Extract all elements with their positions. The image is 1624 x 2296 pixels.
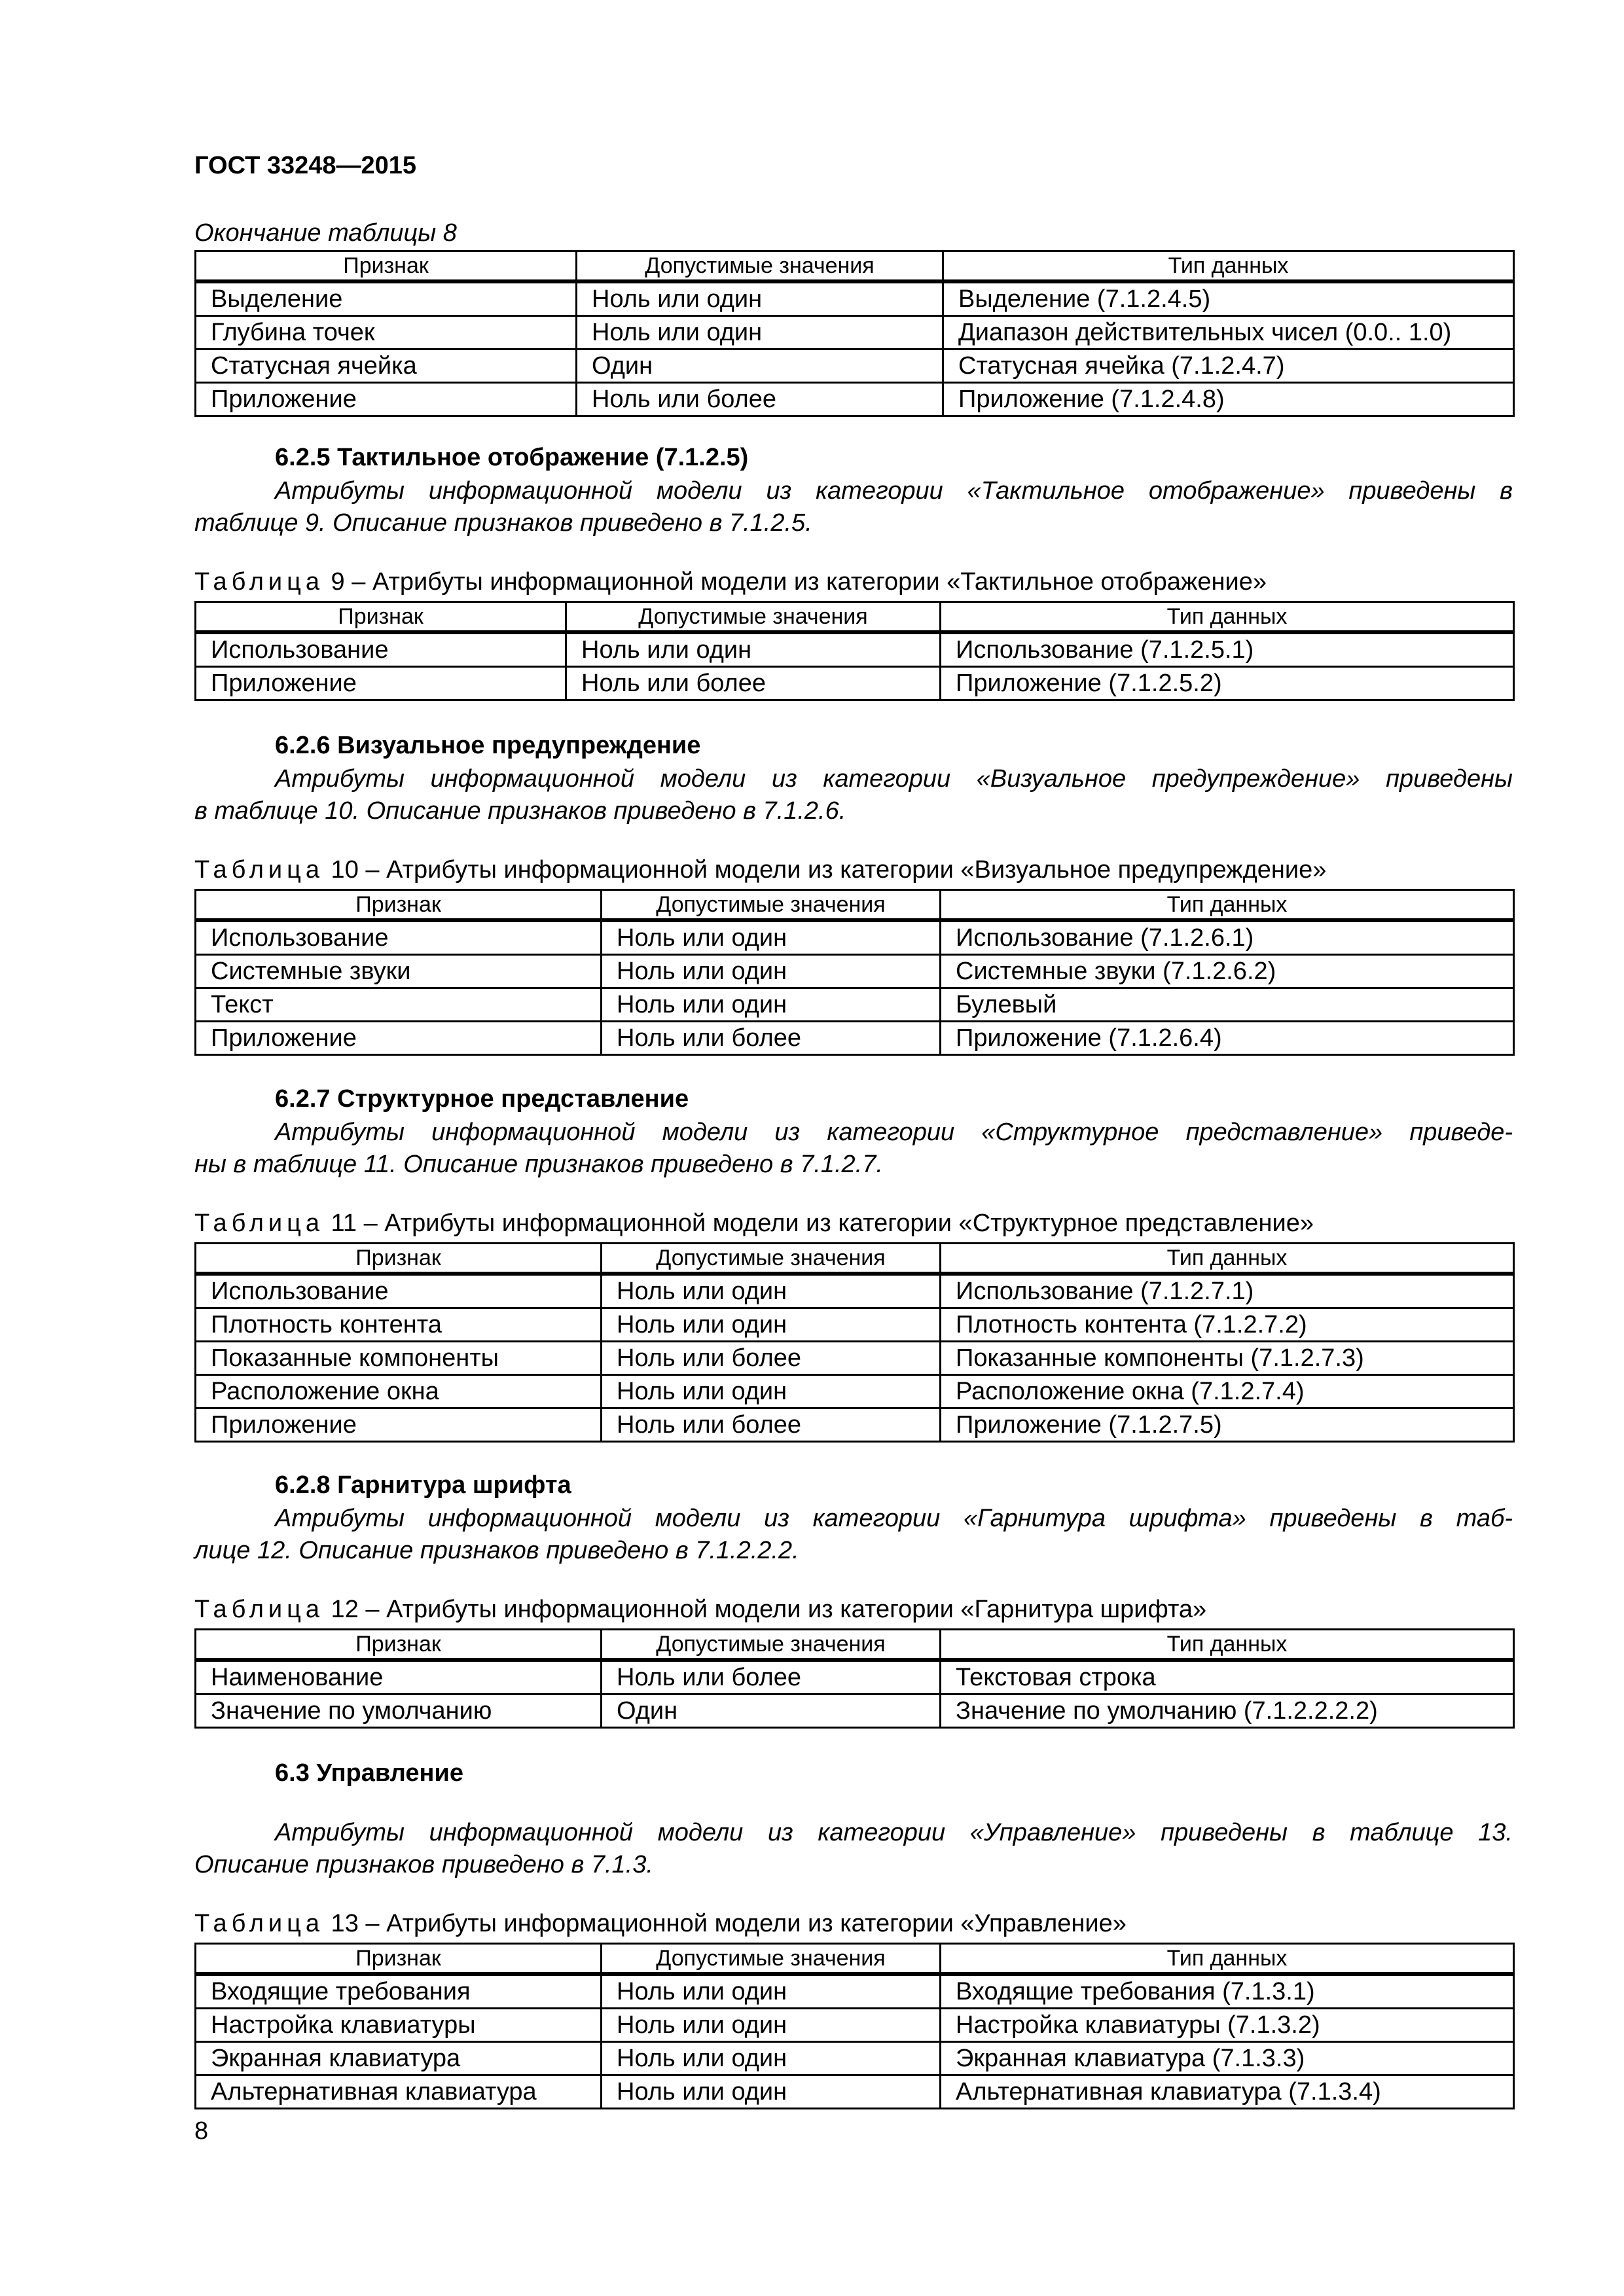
table-caption-text: 12 – Атрибуты информационной модели из категории «Гарнитура шрифта» [324,1596,1207,1623]
section-6-2-5-text [194,475,1513,539]
table-row [196,1274,1514,1308]
table-header-row [196,251,1514,282]
paragraph-line: лице 12. Описание признаков приведено в 7.1.2.2.2. [194,1537,799,1564]
section-6-2-6-heading: 6.2.6 Визуальное предупреждение [275,732,701,759]
table-cell: Диапазон действительных чисел (0.0.. 1.0) [943,316,1514,350]
table-row [196,2075,1514,2109]
column-header: Признак [196,1944,602,1975]
table-8-caption: Окончание таблицы 8 [194,219,457,247]
table-cell: Приложение (7.1.2.5.2) [941,667,1514,700]
table-cell: Использование [196,1274,602,1308]
section-6-2-7-heading: 6.2.7 Структурное представление [275,1085,689,1113]
table-row [196,1308,1514,1342]
column-header: Признак [196,251,577,282]
page-number: 8 [194,2117,209,2145]
table-cell: Ноль или один [602,2042,941,2075]
column-header: Тип данных [941,1630,1514,1660]
table-cell: Выделение [196,281,577,316]
table-cell: Использование (7.1.2.7.1) [941,1274,1514,1308]
table-9-caption [194,568,1267,596]
column-header: Тип данных [943,251,1514,282]
table-header-row [196,1630,1514,1660]
table-8 [194,250,1515,417]
table-cell: Приложение [196,1022,602,1055]
table-cell: Использование [196,920,602,955]
table-cell: Ноль или один [602,920,941,955]
table-cell: Использование [196,632,566,667]
table-cell: Статусная ячейка [196,350,577,383]
column-header: Тип данных [941,1944,1514,1975]
table-13-caption [194,1910,1127,1938]
table-10 [194,889,1515,1056]
paragraph-line: Атрибуты информационной модели из категории «Управление» приведены в таблице 13. [275,1819,1513,1846]
table-13 [194,1943,1515,2109]
table-cell: Выделение (7.1.2.4.5) [943,281,1514,316]
paragraph-line: Атрибуты информационной модели из категории «Тактильное отображение» приведены в [275,477,1513,505]
table-row [196,2042,1514,2075]
section-6-2-8-text [194,1503,1513,1567]
table-row [196,1022,1514,1055]
paragraph-line: Атрибуты информационной модели из категории «Структурное представление» приведе- [275,1119,1513,1146]
table-row [196,632,1514,667]
table-row [196,1660,1514,1695]
table-cell: Значение по умолчанию (7.1.2.2.2.2) [941,1695,1514,1728]
table-label: Таблица [194,1596,324,1623]
table-cell: Показанные компоненты (7.1.2.7.3) [941,1342,1514,1375]
table-cell: Ноль или один [566,632,941,667]
table-label: Таблица [194,1210,324,1237]
table-cell: Ноль или более [602,1022,941,1055]
table-cell: Один [602,1695,941,1728]
table-header-row [196,1244,1514,1274]
table-cell: Приложение [196,1408,602,1442]
table-row [196,667,1514,700]
table-11-caption [194,1210,1314,1238]
table-cell: Булевый [941,988,1514,1022]
table-row [196,1408,1514,1442]
table-cell: Значение по умолчанию [196,1695,602,1728]
table-cell: Ноль или более [566,667,941,700]
table-cell: Экранная клавиатура [196,2042,602,2075]
section-6-3-text [194,1817,1513,1881]
table-header-row [196,1944,1514,1975]
table-cell: Ноль или один [602,2075,941,2109]
table-cell: Глубина точек [196,316,577,350]
column-header: Допустимые значения [602,1630,941,1660]
table-cell: Ноль или один [602,1375,941,1408]
paragraph-line: Атрибуты информационной модели из категории «Гарнитура шрифта» приведены в таб- [275,1505,1513,1532]
table-caption-text: 13 – Атрибуты информационной модели из категории «Управление» [324,1910,1127,1937]
section-6-2-7-text [194,1117,1513,1181]
column-header: Признак [196,1244,602,1274]
table-cell: Ноль или один [602,1274,941,1308]
document-header: ГОСТ 33248—2015 [194,152,417,179]
table-row [196,350,1514,383]
table-row [196,2009,1514,2042]
paragraph-line: ны в таблице 11. Описание признаков приведено в 7.1.2.7. [194,1151,883,1178]
table-cell: Настройка клавиатуры (7.1.3.2) [941,2009,1514,2042]
table-cell: Плотность контента [196,1308,602,1342]
table-cell: Альтернативная клавиатура (7.1.3.4) [941,2075,1514,2109]
table-cell: Ноль или один [602,955,941,988]
table-cell: Ноль или один [602,1308,941,1342]
table-cell: Ноль или один [602,1974,941,2009]
table-caption-text: 11 – Атрибуты информационной модели из категории «Структурное представление» [324,1210,1314,1237]
table-row [196,1695,1514,1728]
column-header: Признак [196,890,602,921]
table-cell: Приложение (7.1.2.4.8) [943,383,1514,416]
table-cell: Один [577,350,943,383]
table-10-caption [194,856,1326,884]
section-6-2-6-text [194,763,1513,827]
table-cell: Входящие требования [196,1974,602,2009]
table-cell: Ноль или более [602,1660,941,1695]
table-label: Таблица [194,1910,324,1937]
table-cell: Системные звуки (7.1.2.6.2) [941,955,1514,988]
column-header: Признак [196,1630,602,1660]
column-header: Признак [196,602,566,633]
table-cell: Приложение [196,383,577,416]
column-header: Допустимые значения [602,1944,941,1975]
table-label: Таблица [194,568,324,596]
table-cell: Ноль или один [577,281,943,316]
paragraph-line: в таблице 10. Описание признаков приведено в 7.1.2.6. [194,797,846,825]
table-cell: Показанные компоненты [196,1342,602,1375]
table-cell: Плотность контента (7.1.2.7.2) [941,1308,1514,1342]
table-row [196,955,1514,988]
paragraph-line: таблице 9. Описание признаков приведено в 7.1.2.5. [194,509,812,537]
table-row [196,316,1514,350]
table-12 [194,1628,1515,1729]
table-cell: Использование (7.1.2.6.1) [941,920,1514,955]
table-row [196,1974,1514,2009]
table-row [196,1375,1514,1408]
table-cell: Входящие требования (7.1.3.1) [941,1974,1514,2009]
section-6-2-8-heading: 6.2.8 Гарнитура шрифта [275,1471,571,1499]
table-cell: Расположение окна [196,1375,602,1408]
table-cell: Ноль или один [602,2009,941,2042]
column-header: Тип данных [941,890,1514,921]
section-6-3-heading: 6.3 Управление [275,1759,463,1787]
table-caption-text: 10 – Атрибуты информационной модели из категории «Визуальное предупреждение» [324,856,1327,884]
table-row [196,988,1514,1022]
table-cell: Экранная клавиатура (7.1.3.3) [941,2042,1514,2075]
table-cell: Приложение (7.1.2.6.4) [941,1022,1514,1055]
table-cell: Приложение [196,667,566,700]
table-row [196,1342,1514,1375]
section-6-2-5-heading: 6.2.5 Тактильное отображение (7.1.2.5) [275,444,749,471]
table-cell: Ноль или более [602,1342,941,1375]
table-cell: Ноль или один [577,316,943,350]
table-row [196,920,1514,955]
column-header: Тип данных [941,1244,1514,1274]
table-cell: Расположение окна (7.1.2.7.4) [941,1375,1514,1408]
table-cell: Наименование [196,1660,602,1695]
table-header-row [196,602,1514,633]
table-cell: Альтернативная клавиатура [196,2075,602,2109]
table-11 [194,1242,1515,1443]
paragraph-line: Атрибуты информационной модели из категории «Визуальное предупреждение» приведены [275,765,1513,793]
table-cell: Ноль или более [577,383,943,416]
table-label: Таблица [194,856,324,884]
table-cell: Системные звуки [196,955,602,988]
table-cell: Приложение (7.1.2.7.5) [941,1408,1514,1442]
table-header-row [196,890,1514,921]
column-header: Допустимые значения [577,251,943,282]
table-cell: Использование (7.1.2.5.1) [941,632,1514,667]
column-header: Тип данных [941,602,1514,633]
table-row [196,383,1514,416]
column-header: Допустимые значения [602,890,941,921]
table-cell: Текстовая строка [941,1660,1514,1695]
table-cell: Ноль или один [602,988,941,1022]
table-cell: Ноль или более [602,1408,941,1442]
paragraph-line: Описание признаков приведено в 7.1.3. [194,1851,653,1878]
table-9 [194,601,1515,701]
table-12-caption [194,1596,1206,1624]
column-header: Допустимые значения [602,1244,941,1274]
table-caption-text: 9 – Атрибуты информационной модели из категории «Тактильное отображение» [324,568,1267,596]
column-header: Допустимые значения [566,602,941,633]
table-cell: Настройка клавиатуры [196,2009,602,2042]
table-row [196,281,1514,316]
table-cell: Статусная ячейка (7.1.2.4.7) [943,350,1514,383]
table-cell: Текст [196,988,602,1022]
